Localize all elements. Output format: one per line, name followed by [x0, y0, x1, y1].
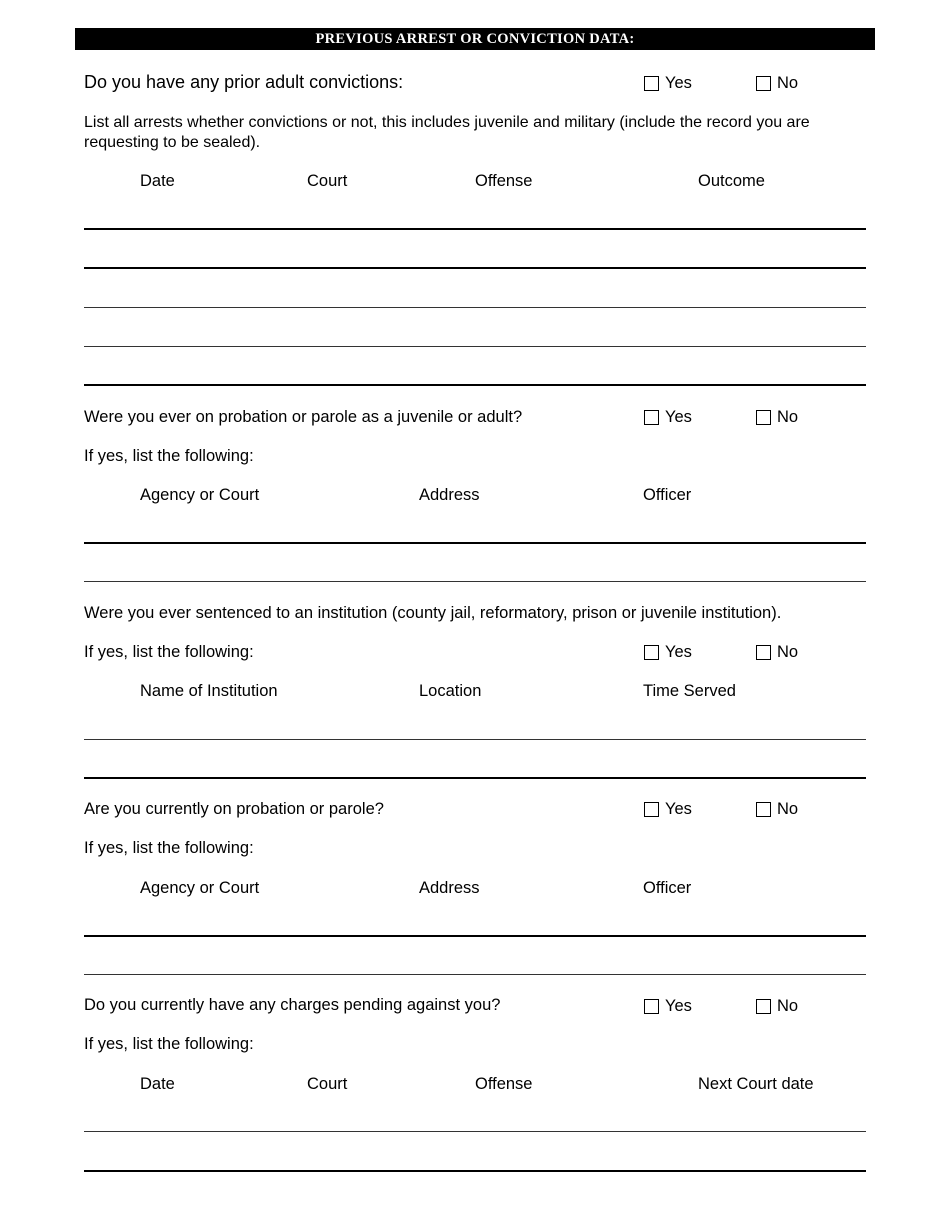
followup-instruction: If yes, list the following: [84, 1035, 254, 1053]
column-header-agency-or-court: Agency or Court [140, 879, 260, 897]
yes-label: Yes [665, 643, 692, 661]
column-header-agency-or-court: Agency or Court [140, 486, 260, 504]
arrest-entry-line-5[interactable] [84, 384, 866, 386]
pending-charges-yes-option[interactable] [644, 997, 692, 1016]
current-probation-entry-line-2[interactable] [84, 974, 866, 975]
arrest-entry-line-1[interactable] [84, 228, 866, 230]
column-header-next-court-date: Next Court date [698, 1075, 814, 1093]
arrest-entry-line-2[interactable] [84, 267, 866, 269]
question-pending-charges: Do you currently have any charges pending against you? [84, 996, 501, 1014]
arrest-list-instructions: List all arrests whether convictions or not, this includes juvenile and military (include the record you are requesting to be sealed). [84, 114, 810, 151]
column-header-offense: Offense [475, 172, 533, 190]
current-probation-entry-line-1[interactable] [84, 935, 866, 937]
no-label: No [777, 800, 799, 818]
column-header-name-of-institution: Name of Institution [140, 682, 278, 700]
column-header-officer: Officer [643, 486, 692, 504]
past-probation-yes-option[interactable] [644, 408, 692, 427]
no-label: No [777, 997, 799, 1015]
pending-charges-no-option[interactable] [756, 997, 798, 1016]
prior-convictions-yes-option[interactable] [644, 74, 692, 93]
current-probation-no-checkbox[interactable] [756, 802, 771, 817]
column-header-outcome: Outcome [698, 172, 765, 190]
pending-charges-yes-checkbox[interactable] [644, 999, 659, 1014]
no-label: No [777, 74, 799, 92]
yes-label: Yes [665, 408, 692, 426]
followup-instruction: If yes, list the following: [84, 447, 254, 465]
column-header-offense: Offense [475, 1075, 533, 1093]
column-header-date: Date [140, 172, 175, 190]
prior-convictions-no-option[interactable] [756, 74, 798, 93]
column-header-officer: Officer [643, 879, 692, 897]
section-title: PREVIOUS ARREST OR CONVICTION DATA: [315, 31, 635, 47]
institution-no-option[interactable] [756, 643, 798, 662]
question-institution-sentence: Were you ever sentenced to an institution (county jail, reformatory, prison or juvenile institution). [84, 604, 782, 622]
question-current-probation: Are you currently on probation or parole? [84, 800, 384, 818]
yes-label: Yes [665, 997, 692, 1015]
pending-charges-entry-line-2[interactable] [84, 1170, 866, 1172]
past-probation-entry-line-1[interactable] [84, 542, 866, 544]
pending-charges-entry-line-1[interactable] [84, 1131, 866, 1132]
column-header-time-served: Time Served [643, 682, 736, 700]
yes-label: Yes [665, 74, 692, 92]
past-probation-no-checkbox[interactable] [756, 410, 771, 425]
section-header [75, 28, 875, 50]
current-probation-no-option[interactable] [756, 800, 798, 819]
column-header-location: Location [419, 682, 482, 700]
past-probation-yes-checkbox[interactable] [644, 410, 659, 425]
current-probation-yes-checkbox[interactable] [644, 802, 659, 817]
prior-convictions-yes-checkbox[interactable] [644, 76, 659, 91]
question-past-probation: Were you ever on probation or parole as a juvenile or adult? [84, 408, 523, 426]
arrest-entry-line-4[interactable] [84, 346, 866, 347]
institution-entry-line-1[interactable] [84, 739, 866, 740]
institution-entry-line-2[interactable] [84, 777, 866, 779]
institution-yes-option[interactable] [644, 643, 692, 662]
yes-label: Yes [665, 800, 692, 818]
no-label: No [777, 408, 799, 426]
pending-charges-no-checkbox[interactable] [756, 999, 771, 1014]
institution-yes-checkbox[interactable] [644, 645, 659, 660]
followup-instruction: If yes, list the following: [84, 643, 254, 661]
past-probation-no-option[interactable] [756, 408, 798, 427]
prior-convictions-no-checkbox[interactable] [756, 76, 771, 91]
column-header-address: Address [419, 879, 480, 897]
institution-no-checkbox[interactable] [756, 645, 771, 660]
current-probation-yes-option[interactable] [644, 800, 692, 819]
followup-instruction: If yes, list the following: [84, 839, 254, 857]
column-header-address: Address [419, 486, 480, 504]
column-header-date: Date [140, 1075, 175, 1093]
no-label: No [777, 643, 799, 661]
column-header-court: Court [307, 172, 348, 190]
arrest-entry-line-3[interactable] [84, 307, 866, 308]
question-prior-convictions: Do you have any prior adult convictions: [84, 72, 404, 92]
column-header-court: Court [307, 1075, 348, 1093]
past-probation-entry-line-2[interactable] [84, 581, 866, 582]
